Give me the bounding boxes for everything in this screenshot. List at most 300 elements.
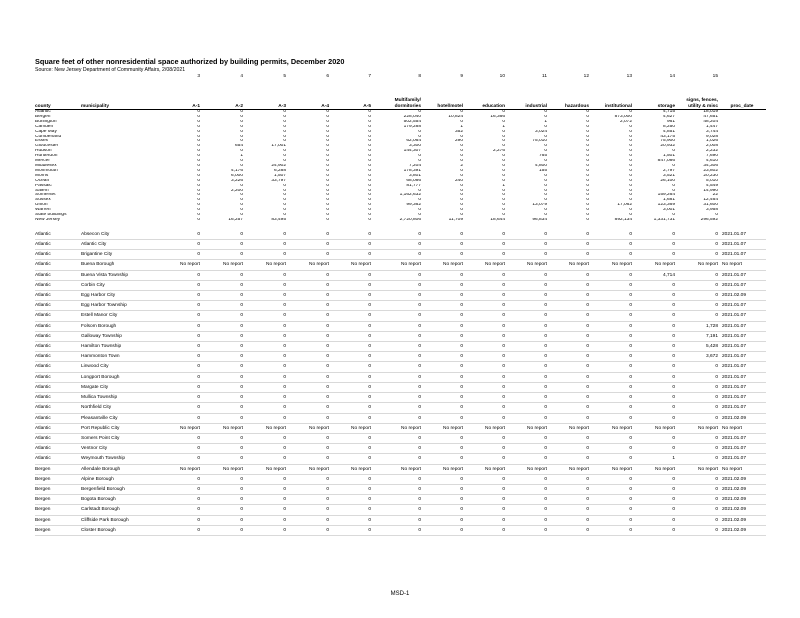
county-cell: Warren [35, 208, 51, 213]
value-cell: 0 [331, 280, 373, 290]
value-cell: 4,714 [634, 270, 677, 280]
municipality-cell: Bogota Borough [81, 495, 161, 505]
county-cell: Somerset [35, 193, 56, 198]
value-cell: 0 [283, 124, 286, 129]
value-cell: No report [331, 260, 373, 270]
municipality-row [35, 321, 766, 331]
value-cell: 0 [331, 311, 373, 321]
value-cell: 0 [423, 280, 465, 290]
value-cell: 0 [373, 515, 423, 525]
value-cell: 0 [507, 250, 549, 260]
value-cell: 0 [507, 403, 549, 413]
value-cell: 0 [161, 311, 202, 321]
county-cell: Atlantic [35, 260, 81, 270]
value-cell: 0 [549, 372, 591, 382]
value-cell: 1 [544, 119, 547, 124]
value-cell: 0 [368, 114, 371, 119]
value-cell: 0 [629, 183, 632, 188]
value-cell: 0 [502, 208, 505, 213]
county-cell: Camden [35, 124, 54, 129]
value-cell: 0 [544, 144, 547, 149]
value-cell: 20,230 [703, 173, 718, 178]
value-cell: 0 [368, 217, 371, 222]
value-cell: 0 [202, 311, 245, 321]
value-cell: 0 [460, 188, 463, 193]
value-cell: No report [331, 464, 373, 474]
value-cell: 0 [677, 474, 720, 484]
value-cell: 0 [465, 444, 507, 454]
value-cell: 0 [502, 163, 505, 168]
value-cell: 3,672 [677, 352, 720, 362]
value-cell: 0 [202, 240, 245, 250]
value-cell: 0 [368, 129, 371, 134]
value-cell: 352 [454, 129, 463, 134]
value-cell: 0 [507, 484, 549, 494]
value-cell: 0 [549, 403, 591, 413]
value-cell: 155 [538, 168, 547, 173]
value-cell: 47,651 [703, 114, 718, 119]
value-cell: 0 [586, 193, 589, 198]
value-cell: 179,288 [403, 124, 421, 129]
county-cell: Salem [35, 188, 49, 193]
value-cell: 0 [423, 291, 465, 301]
value-cell: 0 [423, 413, 465, 423]
municipality-row [35, 484, 766, 494]
value-cell: 0 [465, 515, 507, 525]
value-cell: 0 [677, 525, 720, 535]
value-cell: 0 [465, 393, 507, 403]
value-cell: 7,690 [705, 154, 718, 159]
value-cell: 0 [507, 331, 549, 341]
value-cell: 0 [283, 119, 286, 124]
permits-table [35, 74, 766, 536]
value-cell: 0 [507, 240, 549, 250]
value-cell: 0 [245, 250, 288, 260]
value-cell: 0 [202, 515, 245, 525]
value-cell: 0 [586, 129, 589, 134]
value-cell: 0 [288, 444, 331, 454]
value-cell: 0 [591, 270, 634, 280]
value-cell: 0 [591, 280, 634, 290]
value-cell: No report [202, 464, 245, 474]
value-cell: 0 [634, 331, 677, 341]
county-cell: Atlantic [35, 321, 81, 331]
value-cell: 0 [465, 433, 507, 443]
value-cell: 0 [460, 149, 463, 154]
value-cell: 0 [283, 154, 286, 159]
value-cell: 0 [288, 413, 331, 423]
value-cell: 0 [373, 240, 423, 250]
value-cell: 2,232 [705, 149, 718, 154]
value-cell: 0 [677, 484, 720, 494]
value-cell: 0 [288, 250, 331, 260]
municipality-cell: Hammonton Town [81, 352, 161, 362]
proc-date-cell: 2021.01.07 [720, 240, 766, 250]
proc-date-cell: 2021.01.07 [720, 230, 766, 240]
value-cell: 0 [507, 230, 549, 240]
value-cell: 0 [373, 362, 423, 372]
value-cell: 0 [202, 342, 245, 352]
value-cell: 0 [591, 433, 634, 443]
municipality-row [35, 331, 766, 341]
value-cell: 0 [245, 433, 288, 443]
value-cell: 0 [245, 342, 288, 352]
value-cell: 0 [586, 213, 589, 218]
value-cell: 0 [465, 495, 507, 505]
value-cell: No report [591, 464, 634, 474]
value-cell: 0 [373, 505, 423, 515]
value-cell: 0 [634, 352, 677, 362]
value-cell: 0 [502, 173, 505, 178]
value-cell: 0 [326, 173, 329, 178]
value-cell: 0 [544, 134, 547, 139]
value-cell: 0 [326, 109, 329, 114]
value-cell: 0 [586, 124, 589, 129]
municipality-cell: Allendale Borough [81, 464, 161, 474]
value-cell: 0 [283, 208, 286, 213]
value-cell: 18,019 [703, 109, 718, 114]
value-cell: 3,958 [705, 208, 718, 213]
value-cell: 0 [331, 382, 373, 392]
value-cell: 0 [326, 208, 329, 213]
value-cell: 873,000 [614, 114, 632, 119]
municipality-row [35, 444, 766, 454]
value-cell: 0 [586, 168, 589, 173]
municipality-row [35, 495, 766, 505]
value-cell: 0 [423, 454, 465, 464]
value-cell: 16,366 [490, 114, 505, 119]
value-cell: 0 [240, 119, 243, 124]
value-cell: 123,369 [657, 203, 675, 208]
proc-date-cell: No report [720, 260, 766, 270]
value-cell: 0 [629, 213, 632, 218]
value-cell: 240 [454, 178, 463, 183]
county-cell: Passaic [35, 183, 52, 188]
value-cell: 0 [465, 413, 507, 423]
value-cell: No report [373, 464, 423, 474]
value-cell: 0 [283, 149, 286, 154]
municipality-row [35, 382, 766, 392]
value-cell: 3,744 [705, 129, 718, 134]
value-cell: 0 [245, 291, 288, 301]
value-cell: 0 [245, 321, 288, 331]
value-cell: 0 [677, 291, 720, 301]
value-cell: 0 [672, 183, 675, 188]
value-cell: 0 [544, 193, 547, 198]
column-header: Multifamily/ dormitories [373, 85, 423, 110]
value-cell: 0 [326, 129, 329, 134]
municipality-cell: Hamilton Township [81, 342, 161, 352]
value-cell: 0 [368, 188, 371, 193]
value-cell: 0 [677, 240, 720, 250]
proc-date-cell: 2021.02.09 [720, 495, 766, 505]
value-cell: 0 [240, 124, 243, 129]
value-cell: 0 [423, 393, 465, 403]
value-cell: 0 [245, 372, 288, 382]
value-cell: 6,288 [273, 168, 286, 173]
county-cell: Atlantic [35, 240, 81, 250]
value-cell: 0 [326, 144, 329, 149]
proc-date-cell: No report [720, 423, 766, 433]
value-cell: 0 [460, 134, 463, 139]
value-cell: 0 [202, 250, 245, 260]
value-cell: 0 [161, 484, 202, 494]
value-cell: 0 [197, 203, 200, 208]
value-cell: 0 [502, 198, 505, 203]
value-cell: 0 [197, 144, 200, 149]
value-cell: 0 [423, 444, 465, 454]
proc-date-cell: 2021.02.09 [720, 505, 766, 515]
value-cell: 0 [368, 178, 371, 183]
value-cell: 0 [549, 280, 591, 290]
value-cell: 0 [460, 173, 463, 178]
value-cell: 0 [465, 280, 507, 290]
value-cell: 0 [591, 321, 634, 331]
column-number: 14 [669, 74, 675, 79]
value-cell: 0 [288, 321, 331, 331]
municipality-cell: Carlstadt Borough [81, 505, 161, 515]
value-cell: 0 [465, 403, 507, 413]
value-cell: 0 [418, 154, 421, 159]
value-cell: 0 [586, 188, 589, 193]
value-cell: 0 [677, 444, 720, 454]
municipality-row [35, 505, 766, 515]
value-cell: 0 [549, 352, 591, 362]
value-cell: 159,264 [657, 193, 675, 198]
value-cell: 0 [197, 124, 200, 129]
value-cell: 0 [460, 198, 463, 203]
value-cell: 0 [634, 495, 677, 505]
value-cell: 0 [368, 183, 371, 188]
value-cell: 3,521 [662, 173, 675, 178]
value-cell: 0 [326, 154, 329, 159]
value-cell: 0 [245, 474, 288, 484]
value-cell: No report [634, 423, 677, 433]
value-cell: No report [161, 423, 202, 433]
value-cell: 0 [161, 321, 202, 331]
value-cell: 0 [460, 168, 463, 173]
value-cell: 0 [418, 213, 421, 218]
value-cell: 0 [423, 403, 465, 413]
value-cell: 0 [591, 240, 634, 250]
value-cell: No report [549, 423, 591, 433]
column-header: A-2 [202, 85, 245, 110]
value-cell: 0 [507, 413, 549, 423]
value-cell: 48,204 [703, 119, 718, 124]
value-cell: 0 [326, 193, 329, 198]
county-cell: Atlantic [35, 250, 81, 260]
value-cell: 1,501 [662, 154, 675, 159]
value-cell: 0 [629, 173, 632, 178]
value-cell: 0 [368, 109, 371, 114]
value-cell: 0 [331, 505, 373, 515]
value-cell: 0 [549, 291, 591, 301]
county-cell: Cumberland [35, 134, 62, 139]
value-cell: 0 [629, 193, 632, 198]
value-cell: 0 [591, 393, 634, 403]
value-cell: 0 [591, 515, 634, 525]
value-cell: 0 [591, 362, 634, 372]
value-cell: 0 [288, 240, 331, 250]
value-cell: 0 [161, 495, 202, 505]
value-cell: 0 [677, 311, 720, 321]
municipality-row [35, 270, 766, 280]
value-cell: 0 [331, 301, 373, 311]
value-cell: 0 [544, 159, 547, 164]
value-cell: 0 [502, 134, 505, 139]
value-cell: 0 [672, 213, 675, 218]
column-number: 4 [240, 74, 243, 79]
value-cell: No report [507, 423, 549, 433]
column-number: 9 [460, 74, 463, 79]
value-cell: 0 [202, 382, 245, 392]
value-cell: 0 [202, 372, 245, 382]
county-cell: Bergen [35, 464, 81, 474]
value-cell: 0 [161, 280, 202, 290]
municipality-cell: Absecon City [81, 230, 161, 240]
value-cell: 0 [465, 342, 507, 352]
value-cell: 0 [591, 301, 634, 311]
value-cell: 0 [591, 342, 634, 352]
column-number: 8 [418, 74, 421, 79]
municipality-cell: Folsom Borough [81, 321, 161, 331]
value-cell: 0 [197, 173, 200, 178]
value-cell: 0 [460, 144, 463, 149]
value-cell: 0 [288, 291, 331, 301]
value-cell: 0 [326, 217, 329, 222]
value-cell: 0 [326, 163, 329, 168]
value-cell: 0 [288, 270, 331, 280]
county-cell: Atlantic [35, 352, 81, 362]
value-cell: 0 [368, 198, 371, 203]
municipality-cell: Bergenfield Borough [81, 484, 161, 494]
value-cell: 0 [502, 203, 505, 208]
value-cell: 0 [418, 129, 421, 134]
municipality-row [35, 393, 766, 403]
value-cell: 0 [197, 149, 200, 154]
value-cell: 0 [288, 362, 331, 372]
value-cell: 0 [507, 495, 549, 505]
value-cell: 0 [465, 525, 507, 535]
value-cell: 0 [331, 362, 373, 372]
value-cell: 0 [202, 393, 245, 403]
value-cell: 0 [161, 342, 202, 352]
value-cell: 1 [502, 183, 505, 188]
value-cell: 0 [288, 454, 331, 464]
value-cell: 0 [331, 525, 373, 535]
proc-date-cell: 2021.01.07 [720, 250, 766, 260]
value-cell: 0 [460, 159, 463, 164]
value-cell: No report [288, 464, 331, 474]
value-cell: 0 [202, 352, 245, 362]
municipality-cell: Atlantic City [81, 240, 161, 250]
value-cell: No report [161, 464, 202, 474]
value-cell: 654 [234, 144, 243, 149]
value-cell: 0 [591, 372, 634, 382]
value-cell: 0 [202, 413, 245, 423]
county-cell: Hudson [35, 149, 52, 154]
municipality-cell: Port Republic City [81, 423, 161, 433]
report-title: Square feet of other nonresidential space authorized by building permits, December 2020 [35, 57, 345, 66]
value-cell: 0 [288, 372, 331, 382]
value-cell: 0 [629, 168, 632, 173]
municipality-row [35, 464, 766, 474]
value-cell: 0 [418, 134, 421, 139]
value-cell: 0 [202, 270, 245, 280]
value-cell: 0 [677, 433, 720, 443]
value-cell: 0 [507, 433, 549, 443]
value-cell: 0 [465, 250, 507, 260]
value-cell: 0 [586, 173, 589, 178]
value-cell: 0 [634, 525, 677, 535]
municipality-row [35, 525, 766, 535]
county-cell: Atlantic [35, 362, 81, 372]
proc-date-cell: 2021.01.07 [720, 352, 766, 362]
municipality-cell: Somers Point City [81, 433, 161, 443]
value-cell: 0 [161, 403, 202, 413]
value-cell: 0 [373, 250, 423, 260]
value-cell: 2,008 [705, 144, 718, 149]
proc-date-cell: 2021.01.07 [720, 280, 766, 290]
value-cell: 0 [288, 474, 331, 484]
value-cell: 0 [373, 444, 423, 454]
municipality-cell: Egg Harbor City [81, 291, 161, 301]
value-cell: 0 [373, 291, 423, 301]
value-cell: 0 [629, 129, 632, 134]
value-cell: 0 [161, 393, 202, 403]
value-cell: 0 [629, 208, 632, 213]
municipality-cell: Alpine Borough [81, 474, 161, 484]
value-cell: 0 [507, 321, 549, 331]
value-cell: 0 [283, 139, 286, 144]
value-cell: 0 [245, 240, 288, 250]
proc-date-cell: 2021.01.07 [720, 444, 766, 454]
value-cell: 7,191 [677, 331, 720, 341]
value-cell: 0 [634, 230, 677, 240]
value-cell: 0 [634, 474, 677, 484]
column-header: A-4 [288, 85, 331, 110]
column-header: signs, fences, utility & misc [677, 85, 720, 110]
value-cell: 22 [712, 193, 718, 198]
value-cell: 0 [161, 250, 202, 260]
proc-date-cell: 2021.01.07 [720, 311, 766, 321]
value-cell: 0 [507, 372, 549, 382]
municipality-body [35, 230, 766, 536]
value-cell: 0 [197, 129, 200, 134]
value-cell: 0 [202, 362, 245, 372]
municipality-row [35, 301, 766, 311]
value-cell: 0 [197, 198, 200, 203]
value-cell: 0 [672, 188, 675, 193]
county-cell: Bergen [35, 495, 81, 505]
county-cell: Bergen [35, 505, 81, 515]
proc-date-cell: 2021.01.07 [720, 270, 766, 280]
value-cell: 178,391 [403, 168, 421, 173]
county-cell: Atlantic [35, 403, 81, 413]
value-cell: 0 [240, 134, 243, 139]
county-cell: Morris [35, 173, 49, 178]
value-cell: 0 [283, 129, 286, 134]
value-cell: 0 [202, 454, 245, 464]
value-cell: 0 [288, 352, 331, 362]
value-cell: 34,306 [703, 163, 718, 168]
value-cell: 0 [423, 352, 465, 362]
value-cell: 0 [197, 213, 200, 218]
value-cell: 0 [373, 474, 423, 484]
value-cell: 0 [288, 525, 331, 535]
value-cell: 0 [202, 525, 245, 535]
value-cell: 0 [629, 139, 632, 144]
